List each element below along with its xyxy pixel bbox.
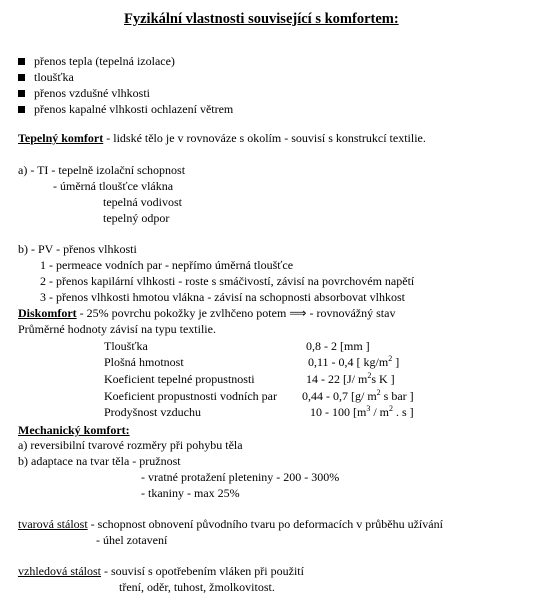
appearance-stability-term: vzhledová stálost [18, 564, 101, 578]
value-text: 14 - 22 [J/ m [306, 372, 368, 386]
bullet-text: přenos kapalné vlhkosti ochlazení větrem [34, 102, 234, 116]
table-row-value [310, 405, 414, 419]
bullet-item [18, 102, 233, 116]
ti-line: - úměrná tloušťce vlákna [53, 179, 174, 193]
value-text: / m [370, 405, 389, 419]
pv-line: b) - PV - přenos vlhkosti [18, 242, 137, 256]
bullet-item [18, 70, 74, 84]
value-text: s K ] [371, 372, 395, 386]
implies-arrow-icon: ⟹ [289, 306, 307, 320]
value-text: 10 - 100 [m [310, 405, 367, 419]
value-text: 0,11 - 0,4 [ kg/m [308, 355, 389, 369]
table-row-label: Plošná hmotnost [104, 355, 184, 369]
mechanical-subline: - tkaniny - max 25% [141, 486, 240, 500]
table-row-label: Tloušťka [104, 339, 148, 353]
mechanical-line: a) reversibilní tvarové rozměry při pohybu těla [18, 438, 243, 452]
ti-line: tepelná vodivost [103, 195, 182, 209]
square-bullet-icon [18, 90, 25, 97]
bullet-text: tloušťka [34, 70, 74, 84]
appearance-stability-line-2: tření, oděr, tuhost, žmolkovitost. [119, 580, 275, 594]
ti-line: tepelný odpor [103, 211, 170, 225]
thermal-comfort-line [18, 131, 426, 145]
square-bullet-icon [18, 58, 25, 65]
square-bullet-icon [18, 106, 25, 113]
mechanical-line: b) adaptace na tvar těla - pružnost [18, 454, 181, 468]
exponent: 2 [388, 354, 393, 363]
table-row-value [302, 389, 414, 403]
discomfort-line-2: Průměrné hodnoty závisí na typu textilie. [18, 322, 216, 336]
ti-line: a) - TI - tepelně izolační schopnost [18, 163, 186, 177]
bullet-item [18, 86, 150, 100]
shape-stability-term: tvarová stálost [18, 517, 88, 531]
table-row-label: Koeficient tepelné propustnosti [104, 372, 255, 386]
bullet-item [18, 54, 175, 68]
value-text: 0,44 - 0,7 [g/ m [302, 389, 377, 403]
table-row-value: 0,8 - 2 [mm ] [306, 339, 370, 353]
exponent: 2 [367, 371, 372, 380]
exponent: 2 [389, 404, 393, 413]
mechanical-heading: Mechanický komfort: [18, 423, 130, 437]
bullet-text: přenos vzdušné vlhkosti [34, 86, 150, 100]
value-text: ] [392, 355, 400, 369]
appearance-stability-line [18, 564, 304, 578]
square-bullet-icon [18, 74, 25, 81]
mechanical-subline: - vratné protažení pleteniny - 200 - 300% [141, 470, 340, 484]
value-text: s bar ] [380, 389, 414, 403]
exponent: 3 [366, 404, 371, 413]
table-row-value [308, 355, 399, 369]
value-text: . s ] [393, 405, 414, 419]
discomfort-line [18, 306, 395, 320]
discomfort-text: - 25% povrchu pokožky je zvlhčeno potem [76, 306, 290, 320]
pv-item: 2 - přenos kapilární vlhkosti - roste s smáčivostí, závisí na povrchovém napětí [40, 274, 415, 288]
page-title: Fyzikální vlastnosti související s komfortem: [124, 11, 399, 27]
thermal-comfort-term: Tepelný komfort [18, 131, 104, 145]
table-row-label: Prodyšnost vzduchu [104, 405, 201, 419]
bullet-text: přenos tepla (tepelná izolace) [34, 54, 175, 68]
thermal-comfort-text: - lidské tělo je v rovnováze s okolím - souvisí s konstrukcí textilie. [103, 131, 426, 145]
pv-item: 3 - přenos vlhkosti hmotou vlákna - závisí na schopnosti absorbovat vlhkost [40, 290, 405, 304]
shape-stability-text: - schopnost obnovení původního tvaru po deformacích v průběhu užívání [87, 517, 443, 531]
table-row-label: Koeficient propustnosti vodních par [104, 389, 277, 403]
exponent: 2 [376, 388, 381, 397]
appearance-stability-text: - souvisí s opotřebením vláken při použití [100, 564, 304, 578]
pv-item: 1 - permeace vodních par - nepřímo úměrná tloušťce [40, 258, 294, 272]
table-row-value [306, 372, 395, 386]
discomfort-term: Diskomfort [18, 306, 77, 320]
discomfort-text-2: - rovnovážný stav [306, 306, 396, 320]
shape-stability-line-2: - úhel zotavení [96, 533, 168, 547]
shape-stability-line [18, 517, 443, 531]
